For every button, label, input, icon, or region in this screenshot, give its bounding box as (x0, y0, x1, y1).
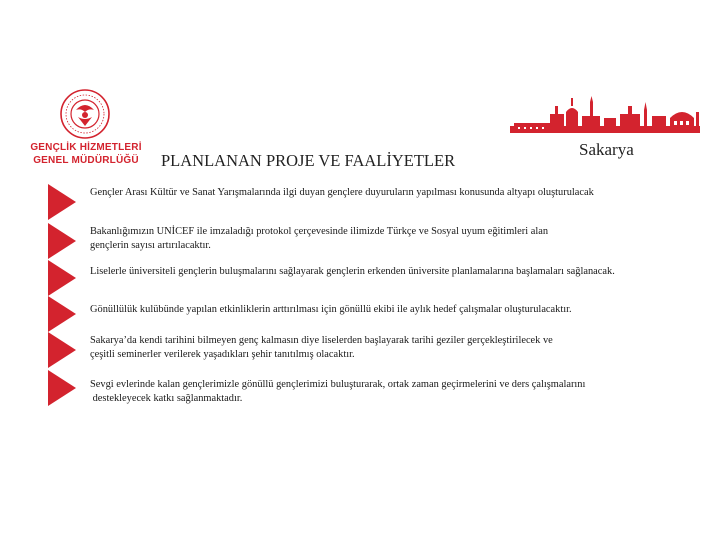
ministry-emblem-icon (59, 88, 111, 140)
triangle-bullet-icon (48, 223, 76, 259)
list-item (48, 370, 700, 406)
triangle-bullet-icon (48, 332, 76, 368)
list-item-text: Gençler Arası Kültür ve Sanat Yarışmalarında ilgi duyan gençlere duyuruların yapılması konusunda altyapı oluşturulacak (90, 187, 594, 198)
triangle-bullet-icon (48, 370, 76, 406)
triangle-bullet-icon (48, 184, 76, 220)
city-name: Sakarya (579, 140, 634, 159)
city-skyline-icon (510, 92, 700, 136)
logo-subtitle: GENEL MÜDÜRLÜĞÜ (33, 155, 139, 166)
list-item (48, 332, 700, 368)
list-item-text: Gönüllülük kulübünde yapılan etkinliklerin arttırılması için gönüllü ekibi ile aylık hedef çalışmalar oluşturulacaktır. (90, 304, 572, 315)
list-item (48, 184, 700, 220)
triangle-bullet-icon (48, 260, 76, 296)
triangle-bullet-icon (48, 296, 76, 332)
list-item-text: Sevgi evlerinde kalan gençlerimizle gönüllü gençlerimizi buluşturarak, ortak zaman geçirmelerini ve ders çalışmalarını destekleyecek katkı sağlanmaktadır. (90, 379, 586, 404)
list-item-text: Bakanlığımızın UNİCEF ile imzaladığı protokol çerçevesinde ilimizde Türkçe ve Sosyal uyum eğitimleri alan gençlerin sayısı artırılacaktır. (90, 226, 549, 251)
list-item (48, 223, 700, 259)
page-title: PLANLANAN PROJE VE FAALİYETLER (161, 151, 456, 170)
list-item-text: Liselerle üniversiteli gençlerin buluşmalarını sağlayarak gençlerin erkenden üniversite planlamalarına başlamaları sağlanacak. (90, 266, 615, 277)
list-item (48, 296, 700, 332)
logo (30, 88, 142, 168)
list-item (48, 260, 700, 296)
logo-title: GENÇLİK HİZMETLERİ (30, 142, 142, 153)
list-item-text: Sakarya’da kendi tarihini bilmeyen genç kalmasın diye liselerden başlayarak tarihi geziler gerçekleştirilecek ve çeşitli seminerler verilerek yaşadıkları şehir tanıtılmış olacaktır. (90, 335, 553, 360)
